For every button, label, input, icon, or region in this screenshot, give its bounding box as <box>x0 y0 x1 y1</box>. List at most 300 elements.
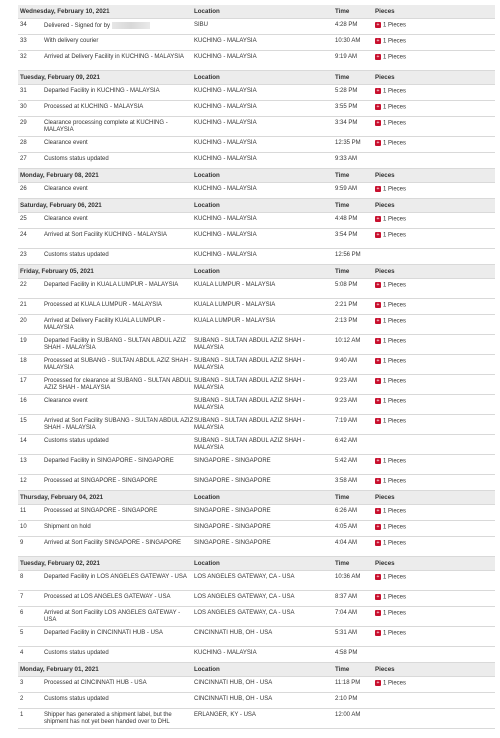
event-description-text: Customs status updated <box>44 696 109 702</box>
event-number: 33 <box>20 38 27 44</box>
event-location: KUCHING - MALAYSIA <box>194 156 257 162</box>
pieces-toggle[interactable] <box>375 104 445 111</box>
event-location: SUBANG - SULTAN ABDUL AZIZ SHAH - MALAYSIA <box>194 378 305 391</box>
event-time: 8:37 AM <box>335 594 358 600</box>
event-location: CINCINNATI HUB, OH - USA <box>194 680 273 686</box>
event-row <box>18 213 495 229</box>
event-location: SINGAPORE - SINGAPORE <box>194 524 271 530</box>
plus-icon: + <box>376 398 380 404</box>
event-description <box>44 680 194 687</box>
location-column-header: Location <box>194 8 220 15</box>
pieces-label: 1 Pieces <box>383 610 407 617</box>
pieces-column-header: Pieces <box>375 560 395 567</box>
event-row <box>18 229 495 249</box>
pieces-label: 1 Pieces <box>383 22 407 29</box>
event-number: 30 <box>20 104 27 110</box>
event-description-text: Arrived at Delivery Facility in KUCHING - MALAYSIA <box>44 54 184 60</box>
event-row <box>18 591 495 607</box>
event-location: SUBANG - SULTAN ABDUL AZIZ SHAH - MALAYSIA <box>194 398 305 411</box>
event-location: KUCHING - MALAYSIA <box>194 54 257 60</box>
event-number: 13 <box>20 458 27 464</box>
event-time: 2:21 PM <box>335 302 358 308</box>
plus-icon: + <box>376 104 380 110</box>
event-description <box>44 282 194 289</box>
pieces-label: 1 Pieces <box>383 186 407 193</box>
event-time: 3:55 PM <box>335 104 358 110</box>
event-number: 32 <box>20 54 27 60</box>
event-description <box>44 232 194 239</box>
location-column-header: Location <box>194 494 220 501</box>
event-location: KUCHING - MALAYSIA <box>194 140 257 146</box>
pieces-label: 1 Pieces <box>383 140 407 147</box>
event-time: 5:28 PM <box>335 88 358 94</box>
event-number: 9 <box>20 540 24 546</box>
pieces-label: 1 Pieces <box>383 282 407 289</box>
pieces-label: 1 Pieces <box>383 508 407 515</box>
plus-icon: + <box>376 680 380 686</box>
event-row <box>18 475 495 491</box>
pieces-column-header: Pieces <box>375 666 395 673</box>
event-time: 5:08 PM <box>335 282 358 288</box>
time-column-header: Time <box>335 172 350 179</box>
event-number: 4 <box>20 650 24 656</box>
event-location: KUCHING - MALAYSIA <box>194 186 257 192</box>
pieces-toggle[interactable] <box>375 22 445 29</box>
event-description <box>44 610 194 623</box>
event-time: 2:13 PM <box>335 318 358 324</box>
event-location: SIBU <box>194 22 209 28</box>
date-header-label: Monday, February 08, 2021 <box>20 172 99 179</box>
date-header-label: Thursday, February 04, 2021 <box>20 494 104 501</box>
pieces-label: 1 Pieces <box>383 104 407 111</box>
location-column-header: Location <box>194 202 220 209</box>
pieces-toggle[interactable] <box>375 54 445 61</box>
event-number: 24 <box>20 232 27 238</box>
event-description <box>44 438 194 445</box>
event-number: 21 <box>20 302 27 308</box>
event-description-text: Arrived at Delivery Facility KUALA LUMPUR - MALAYSIA <box>44 318 166 331</box>
event-number: 1 <box>20 712 24 718</box>
time-column-header: Time <box>335 202 350 209</box>
pieces-toggle[interactable] <box>375 216 445 223</box>
event-time: 10:36 AM <box>335 574 361 580</box>
event-location: KUALA LUMPUR - MALAYSIA <box>194 302 276 308</box>
pieces-label: 1 Pieces <box>383 524 407 531</box>
event-description <box>44 120 194 133</box>
plus-icon: + <box>376 630 380 636</box>
event-time: 4:48 PM <box>335 216 358 222</box>
event-description-text: Departed Facility in CINCINNATI HUB - USA <box>44 630 163 636</box>
event-row <box>18 279 495 299</box>
plus-icon: + <box>376 140 380 146</box>
event-description-text: Processed at SINGAPORE - SINGAPORE <box>44 508 158 514</box>
event-location: SINGAPORE - SINGAPORE <box>194 478 271 484</box>
plus-icon: + <box>376 478 380 484</box>
event-row <box>18 35 495 51</box>
plus-icon: + <box>376 54 380 60</box>
event-location: KUCHING - MALAYSIA <box>194 104 257 110</box>
event-time: 9:40 AM <box>335 358 358 364</box>
pieces-toggle[interactable] <box>375 508 445 515</box>
pieces-label: 1 Pieces <box>383 232 407 239</box>
pieces-toggle[interactable] <box>375 120 445 127</box>
event-description-text: Shipment on hold <box>44 524 91 530</box>
date-header-label: Tuesday, February 09, 2021 <box>20 74 100 81</box>
event-time: 9:19 AM <box>335 54 358 60</box>
pieces-toggle[interactable] <box>375 478 445 485</box>
pieces-label: 1 Pieces <box>383 338 407 345</box>
pieces-toggle[interactable] <box>375 680 445 687</box>
event-row <box>18 677 495 693</box>
event-time: 3:54 PM <box>335 232 358 238</box>
event-description <box>44 378 194 391</box>
event-description-text: Shipper has generated a shipment label, but the shipment has not yet been handed over to DHL <box>44 712 172 725</box>
event-location: SINGAPORE - SINGAPORE <box>194 508 271 514</box>
event-description <box>44 458 194 465</box>
pieces-label: 1 Pieces <box>383 418 407 425</box>
event-time: 3:34 PM <box>335 120 358 126</box>
event-number: 25 <box>20 216 27 222</box>
location-column-header: Location <box>194 172 220 179</box>
event-number: 23 <box>20 252 27 258</box>
pieces-toggle[interactable] <box>375 594 445 601</box>
event-description-text: Processed at LOS ANGELES GATEWAY - USA <box>44 594 171 600</box>
event-time: 5:31 AM <box>335 630 358 636</box>
event-time: 5:42 AM <box>335 458 358 464</box>
time-column-header: Time <box>335 494 350 501</box>
event-description-text: Processed at SINGAPORE - SINGAPORE <box>44 478 158 484</box>
event-time: 4:04 AM <box>335 540 358 546</box>
plus-icon: + <box>376 232 380 238</box>
pieces-column-header: Pieces <box>375 172 395 179</box>
event-row <box>18 315 495 335</box>
event-row <box>18 627 495 647</box>
event-time: 4:28 PM <box>335 22 358 28</box>
pieces-label: 1 Pieces <box>383 120 407 127</box>
pieces-label: 1 Pieces <box>383 478 407 485</box>
pieces-column-header: Pieces <box>375 8 395 15</box>
date-header-row <box>18 199 495 213</box>
event-description <box>44 358 194 371</box>
event-time: 7:19 AM <box>335 418 358 424</box>
date-header-label: Saturday, February 06, 2021 <box>20 202 102 209</box>
event-number: 14 <box>20 438 27 444</box>
event-time: 6:26 AM <box>335 508 358 514</box>
event-row <box>18 153 495 169</box>
date-header-row <box>18 5 495 19</box>
event-description <box>44 302 194 309</box>
event-time: 12:00 AM <box>335 712 361 718</box>
event-description <box>44 478 194 485</box>
event-description <box>44 156 194 163</box>
pieces-label: 1 Pieces <box>383 378 407 385</box>
event-time: 9:23 AM <box>335 398 358 404</box>
date-header-row <box>18 491 495 505</box>
event-row <box>18 299 495 315</box>
pieces-label: 1 Pieces <box>383 318 407 325</box>
event-number: 10 <box>20 524 27 530</box>
event-description-text: Processed at KUALA LUMPUR - MALAYSIA <box>44 302 162 308</box>
event-location: KUCHING - MALAYSIA <box>194 252 257 258</box>
event-location: SUBANG - SULTAN ABDUL AZIZ SHAH - MALAYSIA <box>194 418 305 431</box>
event-row <box>18 505 495 521</box>
pieces-label: 1 Pieces <box>383 358 407 365</box>
plus-icon: + <box>376 88 380 94</box>
location-column-header: Location <box>194 666 220 673</box>
pieces-label: 1 Pieces <box>383 540 407 547</box>
pieces-label: 1 Pieces <box>383 88 407 95</box>
event-time: 9:59 AM <box>335 186 358 192</box>
event-row <box>18 571 495 591</box>
event-number: 18 <box>20 358 27 364</box>
pieces-toggle[interactable] <box>375 630 445 637</box>
event-description-text: Clearance event <box>44 216 88 222</box>
event-row <box>18 85 495 101</box>
date-header-row <box>18 265 495 279</box>
event-number: 15 <box>20 418 27 424</box>
event-location: KUCHING - MALAYSIA <box>194 120 257 126</box>
pieces-toggle[interactable] <box>375 378 445 385</box>
event-location: CINCINNATI HUB, OH - USA <box>194 630 273 636</box>
pieces-label: 1 Pieces <box>383 38 407 45</box>
pieces-toggle[interactable] <box>375 540 445 547</box>
event-row <box>18 415 495 435</box>
pieces-toggle[interactable] <box>375 574 445 581</box>
event-number: 19 <box>20 338 27 344</box>
event-description-text: Clearance event <box>44 140 88 146</box>
event-description-text: Clearance event <box>44 398 88 404</box>
event-time: 4:05 AM <box>335 524 358 530</box>
event-location: KUALA LUMPUR - MALAYSIA <box>194 318 276 324</box>
event-description-text: Clearance event <box>44 186 88 192</box>
event-description-text: Arrived at Sort Facility LOS ANGELES GATEWAY - USA <box>44 610 181 623</box>
event-description-text: Customs status updated <box>44 438 109 444</box>
event-location: LOS ANGELES GATEWAY, CA - USA <box>194 610 295 616</box>
event-time: 2:10 PM <box>335 696 358 702</box>
pieces-label: 1 Pieces <box>383 398 407 405</box>
event-row <box>18 647 495 663</box>
event-description <box>44 540 194 547</box>
event-description-text: With delivery courier <box>44 38 99 44</box>
event-description <box>44 696 194 703</box>
event-description-text: Customs status updated <box>44 252 109 258</box>
event-description <box>44 398 194 405</box>
event-row <box>18 375 495 395</box>
event-location: SUBANG - SULTAN ABDUL AZIZ SHAH - MALAYSIA <box>194 438 305 451</box>
pieces-toggle[interactable] <box>375 232 445 239</box>
event-description-text: Delivered - Signed for by <box>44 23 111 30</box>
plus-icon: + <box>376 186 380 192</box>
event-row <box>18 101 495 117</box>
date-header-row <box>18 557 495 571</box>
event-number: 31 <box>20 88 27 94</box>
date-header-row <box>18 169 495 183</box>
event-location: KUCHING - MALAYSIA <box>194 88 257 94</box>
event-description <box>44 650 194 657</box>
event-number: 8 <box>20 574 24 580</box>
time-column-header: Time <box>335 560 350 567</box>
event-description-text: Arrived at Sort Facility KUCHING - MALAYSIA <box>44 232 167 238</box>
event-time: 12:35 PM <box>335 140 361 146</box>
event-location: KUCHING - MALAYSIA <box>194 232 257 238</box>
event-time: 10:30 AM <box>335 38 361 44</box>
pieces-toggle[interactable] <box>375 338 445 345</box>
event-number: 28 <box>20 140 27 146</box>
event-number: 3 <box>20 680 24 686</box>
location-column-header: Location <box>194 268 220 275</box>
pieces-toggle[interactable] <box>375 318 445 325</box>
date-header-label: Monday, February 01, 2021 <box>20 666 99 673</box>
event-row <box>18 19 495 35</box>
event-location: SINGAPORE - SINGAPORE <box>194 458 271 464</box>
event-time: 11:18 PM <box>335 680 361 686</box>
date-header-label: Wednesday, February 10, 2021 <box>20 8 110 15</box>
event-row <box>18 521 495 537</box>
event-location: SUBANG - SULTAN ABDUL AZIZ SHAH - MALAYSIA <box>194 358 305 371</box>
date-header-row <box>18 71 495 85</box>
pieces-toggle[interactable] <box>375 282 445 289</box>
event-time: 9:33 AM <box>335 156 358 162</box>
plus-icon: + <box>376 508 380 514</box>
event-row <box>18 455 495 475</box>
event-row <box>18 183 495 199</box>
event-description <box>44 216 194 223</box>
event-row <box>18 137 495 153</box>
plus-icon: + <box>376 594 380 600</box>
event-number: 6 <box>20 610 24 616</box>
time-column-header: Time <box>335 8 350 15</box>
pieces-label: 1 Pieces <box>383 54 407 61</box>
pieces-label: 1 Pieces <box>383 458 407 465</box>
event-description <box>44 252 194 259</box>
pieces-toggle[interactable] <box>375 398 445 405</box>
time-column-header: Time <box>335 74 350 81</box>
pieces-label: 1 Pieces <box>383 574 407 581</box>
pieces-toggle[interactable] <box>375 418 445 425</box>
event-row <box>18 117 495 137</box>
date-header-label: Friday, February 05, 2021 <box>20 268 94 275</box>
pieces-toggle[interactable] <box>375 38 445 45</box>
pieces-toggle[interactable] <box>375 88 445 95</box>
event-number: 12 <box>20 478 27 484</box>
event-time: 9:23 AM <box>335 378 358 384</box>
plus-icon: + <box>376 216 380 222</box>
plus-icon: + <box>376 610 380 616</box>
pieces-toggle[interactable] <box>375 610 445 617</box>
event-description-text: Processed at CINCINNATI HUB - USA <box>44 680 147 686</box>
event-row <box>18 395 495 415</box>
pieces-toggle[interactable] <box>375 524 445 531</box>
pieces-toggle[interactable] <box>375 358 445 365</box>
plus-icon: + <box>376 338 380 344</box>
event-description-text: Processed at KUCHING - MALAYSIA <box>44 104 144 110</box>
event-row <box>18 709 495 729</box>
event-row <box>18 335 495 355</box>
event-row <box>18 693 495 709</box>
event-description-text: Customs status updated <box>44 650 109 656</box>
pieces-toggle[interactable] <box>375 186 445 193</box>
event-number: 11 <box>20 508 27 514</box>
event-description-text: Clearance processing complete at KUCHING - MALAYSIA <box>44 120 168 133</box>
pieces-toggle[interactable] <box>375 302 445 309</box>
event-location: KUCHING - MALAYSIA <box>194 216 257 222</box>
plus-icon: + <box>376 38 380 44</box>
event-time: 3:58 AM <box>335 478 358 484</box>
pieces-toggle[interactable] <box>375 458 445 465</box>
event-description-text: Departed Facility in SINGAPORE - SINGAPORE <box>44 458 174 464</box>
event-description <box>44 630 194 637</box>
event-location: KUCHING - MALAYSIA <box>194 38 257 44</box>
event-time: 7:04 AM <box>335 610 358 616</box>
plus-icon: + <box>376 358 380 364</box>
event-description <box>44 104 194 111</box>
pieces-column-header: Pieces <box>375 268 395 275</box>
event-number: 22 <box>20 282 27 288</box>
pieces-column-header: Pieces <box>375 74 395 81</box>
event-description <box>44 54 194 61</box>
date-header-row <box>18 663 495 677</box>
event-number: 5 <box>20 630 24 636</box>
pieces-label: 1 Pieces <box>383 594 407 601</box>
event-location: LOS ANGELES GATEWAY, CA - USA <box>194 594 295 600</box>
event-description-text: Departed Facility in SUBANG - SULTAN ABDUL AZIZ SHAH - MALAYSIA <box>44 338 186 351</box>
event-number: 20 <box>20 318 27 324</box>
event-location: SUBANG - SULTAN ABDUL AZIZ SHAH - MALAYSIA <box>194 338 305 351</box>
plus-icon: + <box>376 524 380 530</box>
event-description <box>44 88 194 95</box>
plus-icon: + <box>376 282 380 288</box>
event-location: CINCINNATI HUB, OH - USA <box>194 696 273 702</box>
event-number: 29 <box>20 120 27 126</box>
event-description-text: Processed for clearance at SUBANG - SULTAN ABDUL AZIZ SHAH - MALAYSIA <box>44 378 192 391</box>
event-location: SINGAPORE - SINGAPORE <box>194 540 271 546</box>
event-description-text: Departed Facility in LOS ANGELES GATEWAY - USA <box>44 574 187 580</box>
event-description <box>44 140 194 147</box>
event-number: 34 <box>20 22 27 28</box>
plus-icon: + <box>376 418 380 424</box>
event-description-text: Arrived at Sort Facility SUBANG - SULTAN ABDUL AZIZ SHAH - MALAYSIA <box>44 418 194 431</box>
pieces-column-header: Pieces <box>375 202 395 209</box>
event-number: 27 <box>20 156 27 162</box>
event-description-text: Arrived at Sort Facility SINGAPORE - SINGAPORE <box>44 540 182 546</box>
event-time: 4:58 PM <box>335 650 358 656</box>
event-description <box>44 22 194 30</box>
event-number: 16 <box>20 398 27 404</box>
event-description <box>44 318 194 331</box>
event-description <box>44 418 194 431</box>
pieces-toggle[interactable] <box>375 140 445 147</box>
redacted-signature <box>112 22 150 29</box>
event-row <box>18 249 495 265</box>
pieces-column-header: Pieces <box>375 494 395 501</box>
date-header-label: Tuesday, February 02, 2021 <box>20 560 100 567</box>
event-time: 10:12 AM <box>335 338 361 344</box>
pieces-label: 1 Pieces <box>383 680 407 687</box>
time-column-header: Time <box>335 268 350 275</box>
event-location: KUALA LUMPUR - MALAYSIA <box>194 282 276 288</box>
event-number: 2 <box>20 696 24 702</box>
pieces-label: 1 Pieces <box>383 216 407 223</box>
event-description <box>44 38 194 45</box>
time-column-header: Time <box>335 666 350 673</box>
event-description <box>44 712 194 725</box>
plus-icon: + <box>376 120 380 126</box>
event-row <box>18 435 495 455</box>
location-column-header: Location <box>194 560 220 567</box>
pieces-label: 1 Pieces <box>383 302 407 309</box>
event-location: LOS ANGELES GATEWAY, CA - USA <box>194 574 295 580</box>
plus-icon: + <box>376 318 380 324</box>
